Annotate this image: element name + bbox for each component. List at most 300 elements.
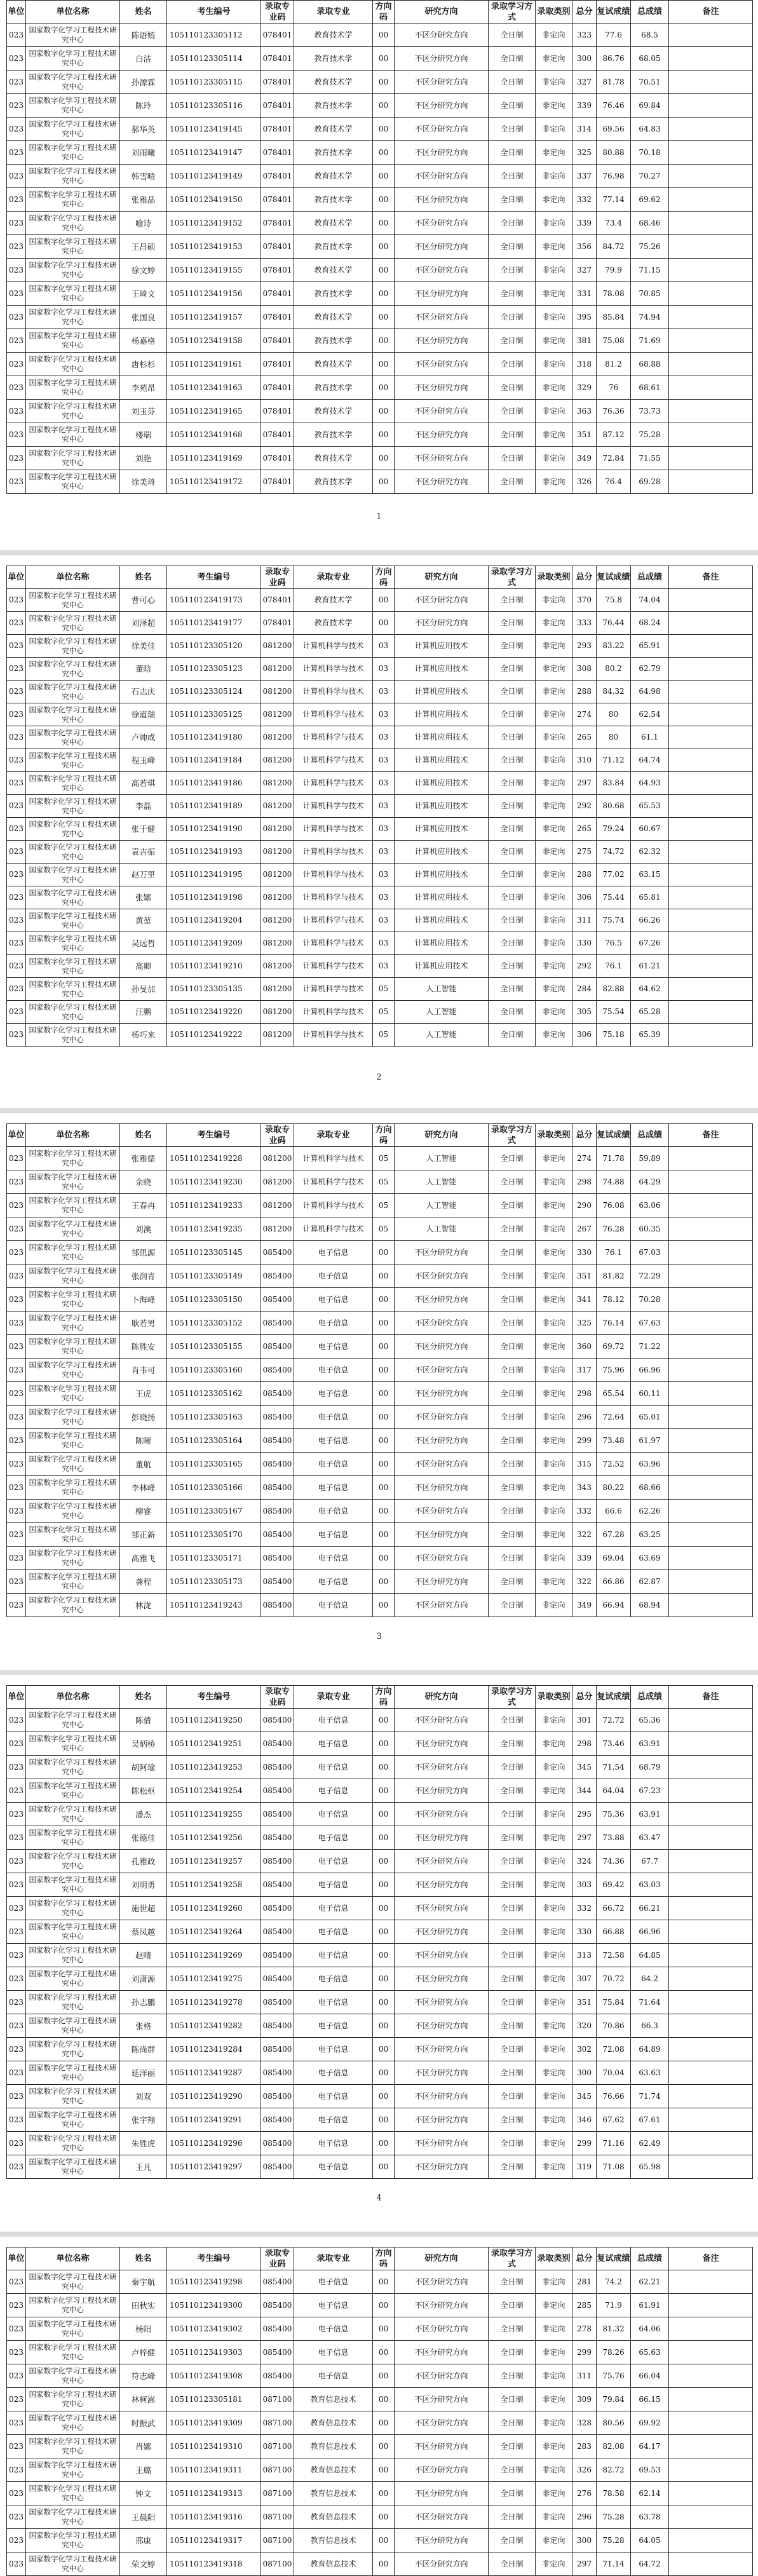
cell-note [669, 909, 753, 932]
cell-major-code: 085400 [261, 1406, 294, 1429]
cell-study-mode: 全日制 [489, 2435, 536, 2458]
cell-retest-score: 82.08 [597, 2435, 631, 2458]
cell-unit-code: 023 [7, 1147, 26, 1170]
cell-total-score: 395 [572, 306, 597, 329]
cell-unit-code: 023 [7, 1288, 26, 1312]
cell-total-score: 300 [572, 2061, 597, 2085]
table-header-row [7, 1, 753, 24]
cell-direction-code: 00 [373, 400, 395, 423]
cell-student-name: 邹正新 [120, 1523, 167, 1547]
cell-total-score: 351 [572, 1264, 597, 1288]
cell-research-direction: 不区分研究方向 [395, 1873, 489, 1897]
cell-student-name: 徐美琦 [120, 470, 167, 494]
cell-admission-category: 非定向 [536, 1570, 572, 1594]
cell-exam-number: 105110123305165 [167, 1453, 261, 1476]
cell-major-code: 085400 [261, 2317, 294, 2341]
cell-retest-score: 74.36 [597, 1850, 631, 1873]
cell-major: 电子信息 [294, 2014, 373, 2038]
cell-research-direction: 计算机应用技术 [395, 886, 489, 909]
cell-major: 电子信息 [294, 2364, 373, 2388]
cell-retest-score: 81.78 [597, 71, 631, 94]
cell-student-name: 刘明勇 [120, 1873, 167, 1897]
cell-direction-code: 05 [373, 1024, 395, 1047]
cell-research-direction: 不区分研究方向 [395, 2061, 489, 2085]
cell-exam-number: 105110123305164 [167, 1429, 261, 1453]
cell-student-name: 孔雅政 [120, 1850, 167, 1873]
cell-final-score: 63.96 [631, 1453, 669, 1476]
table-row [7, 1288, 753, 1312]
cell-major-code: 085400 [261, 2341, 294, 2364]
cell-admission-category: 非定向 [536, 886, 572, 909]
cell-unit-name: 国家数字化学习工程技术研究中心 [26, 726, 120, 749]
cell-major: 教育技术学 [294, 376, 373, 400]
cell-exam-number: 105110123419278 [167, 1991, 261, 2014]
cell-retest-score: 73.46 [597, 1732, 631, 1756]
cell-note [669, 795, 753, 818]
cell-major-code: 085400 [261, 2038, 294, 2061]
cell-major-code: 081200 [261, 978, 294, 1001]
cell-note [669, 1288, 753, 1312]
cell-total-score: 319 [572, 2155, 597, 2179]
cell-retest-score: 80.22 [597, 1476, 631, 1500]
table-row [7, 47, 753, 71]
cell-unit-code: 023 [7, 329, 26, 353]
cell-major: 电子信息 [294, 2061, 373, 2085]
cell-major-code: 078401 [261, 47, 294, 71]
cell-total-score: 317 [572, 1359, 597, 1382]
cell-unit-code: 023 [7, 818, 26, 841]
cell-unit-code: 023 [7, 749, 26, 772]
cell-admission-category: 非定向 [536, 1779, 572, 1803]
cell-study-mode: 全日制 [489, 1335, 536, 1359]
cell-study-mode: 全日制 [489, 1873, 536, 1897]
cell-major-code: 081200 [261, 886, 294, 909]
cell-retest-score: 69.42 [597, 1873, 631, 1897]
cell-total-score: 295 [572, 1803, 597, 1826]
cell-direction-code: 00 [373, 1803, 395, 1826]
cell-unit-code: 023 [7, 188, 26, 212]
cell-unit-code: 023 [7, 1406, 26, 1429]
cell-major-code: 085400 [261, 1476, 294, 1500]
cell-direction-code: 03 [373, 841, 395, 864]
admission-table [6, 2247, 752, 2576]
cell-unit-code: 023 [7, 1826, 26, 1850]
cell-study-mode: 全日制 [489, 1523, 536, 1547]
cell-unit-name: 国家数字化学习工程技术研究中心 [26, 1024, 120, 1047]
cell-retest-score: 81.82 [597, 1264, 631, 1288]
cell-retest-score: 75.84 [597, 1991, 631, 2014]
table-row [7, 2364, 753, 2388]
cell-study-mode: 全日制 [489, 1709, 536, 1732]
cell-unit-name: 国家数字化学习工程技术研究中心 [26, 703, 120, 726]
cell-total-score: 323 [572, 24, 597, 47]
cell-study-mode: 全日制 [489, 376, 536, 400]
cell-major: 教育技术学 [294, 470, 373, 494]
cell-major: 电子信息 [294, 2038, 373, 2061]
cell-total-score: 311 [572, 909, 597, 932]
cell-unit-name: 国家数字化学习工程技术研究中心 [26, 2529, 120, 2552]
cell-admission-category: 非定向 [536, 1873, 572, 1897]
cell-direction-code: 00 [373, 2155, 395, 2179]
cell-major: 教育技术学 [294, 259, 373, 282]
cell-unit-name: 国家数字化学习工程技术研究中心 [26, 235, 120, 259]
cell-unit-code: 023 [7, 71, 26, 94]
cell-admission-category: 非定向 [536, 1547, 572, 1570]
cell-note [669, 1920, 753, 1944]
cell-unit-name: 国家数字化学习工程技术研究中心 [26, 447, 120, 470]
cell-study-mode: 全日制 [489, 1194, 536, 1217]
cell-note [669, 400, 753, 423]
cell-research-direction: 不区分研究方向 [395, 2108, 489, 2132]
cell-exam-number: 105110123305125 [167, 703, 261, 726]
cell-admission-category: 非定向 [536, 681, 572, 703]
cell-final-score: 67.03 [631, 1241, 669, 1264]
cell-student-name: 楼瑞 [120, 423, 167, 447]
cell-note [669, 1897, 753, 1920]
cell-final-score: 63.06 [631, 1194, 669, 1217]
cell-student-name: 王凡 [120, 2155, 167, 2179]
cell-research-direction: 不区分研究方向 [395, 1756, 489, 1779]
table-row [7, 2155, 753, 2179]
cell-final-score: 63.63 [631, 2061, 669, 2085]
cell-total-score: 325 [572, 1312, 597, 1335]
cell-note [669, 165, 753, 188]
cell-note [669, 932, 753, 955]
cell-total-score: 283 [572, 2435, 597, 2458]
cell-major-code: 081200 [261, 909, 294, 932]
cell-unit-name: 国家数字化学习工程技术研究中心 [26, 470, 120, 494]
column-header-major: 录取专业 [294, 1, 373, 24]
cell-final-score: 75.28 [631, 423, 669, 447]
column-header-research-direction: 研究方向 [395, 2247, 489, 2270]
cell-major: 教育技术学 [294, 353, 373, 376]
cell-admission-category: 非定向 [536, 1944, 572, 1967]
cell-research-direction: 不区分研究方向 [395, 141, 489, 165]
cell-unit-code: 023 [7, 955, 26, 978]
cell-major: 计算机科学与技术 [294, 795, 373, 818]
cell-retest-score: 75.44 [597, 886, 631, 909]
cell-direction-code: 00 [373, 2132, 395, 2155]
cell-admission-category: 非定向 [536, 1147, 572, 1170]
cell-major-code: 085400 [261, 1991, 294, 2014]
cell-unit-name: 国家数字化学习工程技术研究中心 [26, 2108, 120, 2132]
cell-unit-name: 国家数字化学习工程技术研究中心 [26, 1194, 120, 1217]
cell-unit-name: 国家数字化学习工程技术研究中心 [26, 909, 120, 932]
cell-major: 电子信息 [294, 1920, 373, 1944]
column-header-retest-score: 复试成绩 [597, 2247, 631, 2270]
cell-total-score: 333 [572, 612, 597, 635]
column-header-student-name: 姓名 [120, 1686, 167, 1709]
table-row [7, 886, 753, 909]
cell-major-code: 081200 [261, 658, 294, 681]
cell-study-mode: 全日制 [489, 1359, 536, 1382]
cell-final-score: 66.26 [631, 909, 669, 932]
cell-admission-category: 非定向 [536, 376, 572, 400]
cell-unit-name: 国家数字化学习工程技术研究中心 [26, 932, 120, 955]
cell-total-score: 314 [572, 118, 597, 141]
column-header-study-mode: 录取学习方式 [489, 1124, 536, 1147]
cell-major-code: 085400 [261, 1897, 294, 1920]
column-header-note: 备注 [669, 1, 753, 24]
cell-study-mode: 全日制 [489, 1001, 536, 1024]
cell-unit-code: 023 [7, 47, 26, 71]
cell-note [669, 1991, 753, 2014]
table-row [7, 2294, 753, 2317]
cell-retest-score: 73.48 [597, 1429, 631, 1453]
cell-final-score: 68.46 [631, 212, 669, 235]
cell-admission-category: 非定向 [536, 1217, 572, 1241]
cell-study-mode: 全日制 [489, 1170, 536, 1194]
table-row [7, 1920, 753, 1944]
cell-admission-category: 非定向 [536, 1264, 572, 1288]
table-row [7, 681, 753, 703]
cell-research-direction: 不区分研究方向 [395, 2482, 489, 2505]
cell-unit-name: 国家数字化学习工程技术研究中心 [26, 1523, 120, 1547]
cell-major-code: 078401 [261, 376, 294, 400]
column-header-note: 备注 [669, 1124, 753, 1147]
cell-direction-code: 00 [373, 1944, 395, 1967]
cell-major-code: 087100 [261, 2552, 294, 2576]
cell-exam-number: 105110123419172 [167, 470, 261, 494]
cell-unit-name: 国家数字化学习工程技术研究中心 [26, 400, 120, 423]
cell-research-direction: 人工智能 [395, 1170, 489, 1194]
cell-exam-number: 105110123419147 [167, 141, 261, 165]
cell-student-name: 符志峰 [120, 2364, 167, 2388]
cell-exam-number: 105110123305170 [167, 1523, 261, 1547]
cell-major: 电子信息 [294, 1991, 373, 2014]
cell-research-direction: 不区分研究方向 [395, 612, 489, 635]
cell-admission-category: 非定向 [536, 955, 572, 978]
cell-unit-name: 国家数字化学习工程技术研究中心 [26, 1312, 120, 1335]
cell-research-direction: 不区分研究方向 [395, 259, 489, 282]
cell-major-code: 081200 [261, 726, 294, 749]
cell-unit-code: 023 [7, 703, 26, 726]
cell-unit-code: 023 [7, 1453, 26, 1476]
table-row [7, 1523, 753, 1547]
table-row [7, 1897, 753, 1920]
cell-note [669, 2435, 753, 2458]
column-header-final-score: 总成绩 [631, 566, 669, 589]
cell-note [669, 612, 753, 635]
cell-direction-code: 00 [373, 2061, 395, 2085]
table-row [7, 1382, 753, 1406]
cell-exam-number: 105110123419233 [167, 1194, 261, 1217]
cell-direction-code: 00 [373, 1453, 395, 1476]
cell-final-score: 63.25 [631, 1523, 669, 1547]
cell-student-name: 高若琪 [120, 772, 167, 795]
table-row [7, 2388, 753, 2411]
cell-direction-code: 00 [373, 1594, 395, 1617]
table-row [7, 612, 753, 635]
cell-study-mode: 全日制 [489, 932, 536, 955]
cell-major: 计算机科学与技术 [294, 909, 373, 932]
cell-student-name: 刘泽超 [120, 612, 167, 635]
cell-study-mode: 全日制 [489, 1288, 536, 1312]
cell-final-score: 65.81 [631, 886, 669, 909]
cell-admission-category: 非定向 [536, 400, 572, 423]
cell-major: 电子信息 [294, 1967, 373, 1991]
cell-study-mode: 全日制 [489, 2108, 536, 2132]
cell-total-score: 274 [572, 1147, 597, 1170]
cell-research-direction: 不区分研究方向 [395, 1500, 489, 1523]
cell-study-mode: 全日制 [489, 282, 536, 306]
cell-retest-score: 86.76 [597, 47, 631, 71]
cell-study-mode: 全日制 [489, 1826, 536, 1850]
cell-admission-category: 非定向 [536, 1241, 572, 1264]
cell-final-score: 64.85 [631, 1944, 669, 1967]
table-row [7, 2108, 753, 2132]
cell-admission-category: 非定向 [536, 423, 572, 447]
cell-student-name: 唐杉杉 [120, 353, 167, 376]
column-header-exam-number: 考生编号 [167, 2247, 261, 2270]
cell-exam-number: 105110123419258 [167, 1873, 261, 1897]
cell-note [669, 1732, 753, 1756]
cell-unit-code: 023 [7, 1335, 26, 1359]
cell-major-code: 081200 [261, 703, 294, 726]
cell-admission-category: 非定向 [536, 2061, 572, 2085]
cell-student-name: 施世超 [120, 1897, 167, 1920]
cell-major-code: 085400 [261, 1850, 294, 1873]
cell-admission-category: 非定向 [536, 1897, 572, 1920]
cell-unit-code: 023 [7, 1476, 26, 1500]
cell-direction-code: 00 [373, 1476, 395, 1500]
cell-unit-name: 国家数字化学习工程技术研究中心 [26, 681, 120, 703]
cell-admission-category: 非定向 [536, 1709, 572, 1732]
cell-final-score: 67.61 [631, 2108, 669, 2132]
cell-total-score: 320 [572, 2014, 597, 2038]
cell-direction-code: 00 [373, 1850, 395, 1873]
cell-student-name: 张格 [120, 2014, 167, 2038]
cell-study-mode: 全日制 [489, 681, 536, 703]
cell-major-code: 085400 [261, 2108, 294, 2132]
cell-unit-name: 国家数字化学习工程技术研究中心 [26, 635, 120, 658]
table-row [7, 772, 753, 795]
column-header-direction-code: 方向码 [373, 2247, 395, 2270]
cell-total-score: 298 [572, 1170, 597, 1194]
cell-study-mode: 全日制 [489, 2132, 536, 2155]
cell-unit-code: 023 [7, 681, 26, 703]
column-header-admission-category: 录取类别 [536, 566, 572, 589]
cell-unit-name: 国家数字化学习工程技术研究中心 [26, 1335, 120, 1359]
cell-student-name: 王琦文 [120, 282, 167, 306]
column-header-study-mode: 录取学习方式 [489, 1686, 536, 1709]
cell-exam-number: 105110123419152 [167, 212, 261, 235]
cell-final-score: 70.85 [631, 282, 669, 306]
cell-admission-category: 非定向 [536, 24, 572, 47]
cell-major: 电子信息 [294, 2085, 373, 2108]
cell-unit-code: 023 [7, 400, 26, 423]
cell-retest-score: 74.72 [597, 841, 631, 864]
cell-student-name: 肖韦可 [120, 1359, 167, 1382]
cell-admission-category: 非定向 [536, 1382, 572, 1406]
cell-note [669, 2038, 753, 2061]
cell-final-score: 66.96 [631, 1920, 669, 1944]
column-header-retest-score: 复试成绩 [597, 1124, 631, 1147]
cell-study-mode: 全日制 [489, 612, 536, 635]
cell-research-direction: 人工智能 [395, 1024, 489, 1047]
cell-exam-number: 105110123419275 [167, 1967, 261, 1991]
cell-major-code: 078401 [261, 71, 294, 94]
cell-admission-category: 非定向 [536, 165, 572, 188]
cell-admission-category: 非定向 [536, 2552, 572, 2576]
cell-study-mode: 全日制 [489, 589, 536, 612]
cell-student-name: 曹可心 [120, 589, 167, 612]
cell-retest-score: 76.28 [597, 1217, 631, 1241]
table-row [7, 955, 753, 978]
cell-admission-category: 非定向 [536, 1476, 572, 1500]
cell-research-direction: 不区分研究方向 [395, 1406, 489, 1429]
cell-research-direction: 不区分研究方向 [395, 1920, 489, 1944]
cell-final-score: 64.74 [631, 749, 669, 772]
page-number: 1 [376, 512, 382, 522]
cell-unit-code: 023 [7, 2038, 26, 2061]
cell-unit-name: 国家数字化学习工程技术研究中心 [26, 2317, 120, 2341]
cell-unit-code: 023 [7, 259, 26, 282]
cell-unit-code: 023 [7, 658, 26, 681]
cell-student-name: 邹思源 [120, 1241, 167, 1264]
cell-major: 教育技术学 [294, 235, 373, 259]
table-row [7, 2341, 753, 2364]
cell-major-code: 078401 [261, 94, 294, 118]
cell-student-name: 田秋实 [120, 2294, 167, 2317]
cell-total-score: 274 [572, 703, 597, 726]
cell-research-direction: 计算机应用技术 [395, 955, 489, 978]
cell-admission-category: 非定向 [536, 2364, 572, 2388]
cell-final-score: 65.91 [631, 635, 669, 658]
cell-retest-score: 75.28 [597, 2529, 631, 2552]
column-header-student-name: 姓名 [120, 1, 167, 24]
cell-exam-number: 105110123419297 [167, 2155, 261, 2179]
cell-major-code: 085400 [261, 1920, 294, 1944]
cell-study-mode: 全日制 [489, 658, 536, 681]
cell-total-score: 351 [572, 1991, 597, 2014]
cell-exam-number: 105110123419155 [167, 259, 261, 282]
cell-final-score: 65.53 [631, 795, 669, 818]
cell-retest-score: 70.86 [597, 2014, 631, 2038]
cell-admission-category: 非定向 [536, 2411, 572, 2435]
cell-major: 计算机科学与技术 [294, 1147, 373, 1170]
cell-student-name: 陈玲 [120, 94, 167, 118]
cell-note [669, 2552, 753, 2576]
cell-research-direction: 计算机应用技术 [395, 726, 489, 749]
cell-major: 电子信息 [294, 1594, 373, 1617]
cell-admission-category: 非定向 [536, 47, 572, 71]
cell-unit-code: 023 [7, 1382, 26, 1406]
cell-research-direction: 不区分研究方向 [395, 94, 489, 118]
cell-student-name: 钟文 [120, 2482, 167, 2505]
cell-unit-code: 023 [7, 2317, 26, 2341]
cell-major: 计算机科学与技术 [294, 818, 373, 841]
cell-retest-score: 77.14 [597, 188, 631, 212]
cell-direction-code: 00 [373, 1709, 395, 1732]
cell-major-code: 085400 [261, 1241, 294, 1264]
cell-exam-number: 105110123419251 [167, 1732, 261, 1756]
cell-study-mode: 全日制 [489, 2552, 536, 2576]
cell-research-direction: 不区分研究方向 [395, 2085, 489, 2108]
cell-unit-name: 国家数字化学习工程技术研究中心 [26, 1850, 120, 1873]
cell-note [669, 1803, 753, 1826]
table-row [7, 2038, 753, 2061]
cell-major: 电子信息 [294, 2155, 373, 2179]
cell-research-direction: 不区分研究方向 [395, 1241, 489, 1264]
cell-exam-number: 105110123419156 [167, 282, 261, 306]
cell-major: 计算机科学与技术 [294, 703, 373, 726]
cell-unit-name: 国家数字化学习工程技术研究中心 [26, 71, 120, 94]
cell-major: 电子信息 [294, 2317, 373, 2341]
cell-total-score: 310 [572, 749, 597, 772]
cell-note [669, 1382, 753, 1406]
cell-study-mode: 全日制 [489, 1897, 536, 1920]
